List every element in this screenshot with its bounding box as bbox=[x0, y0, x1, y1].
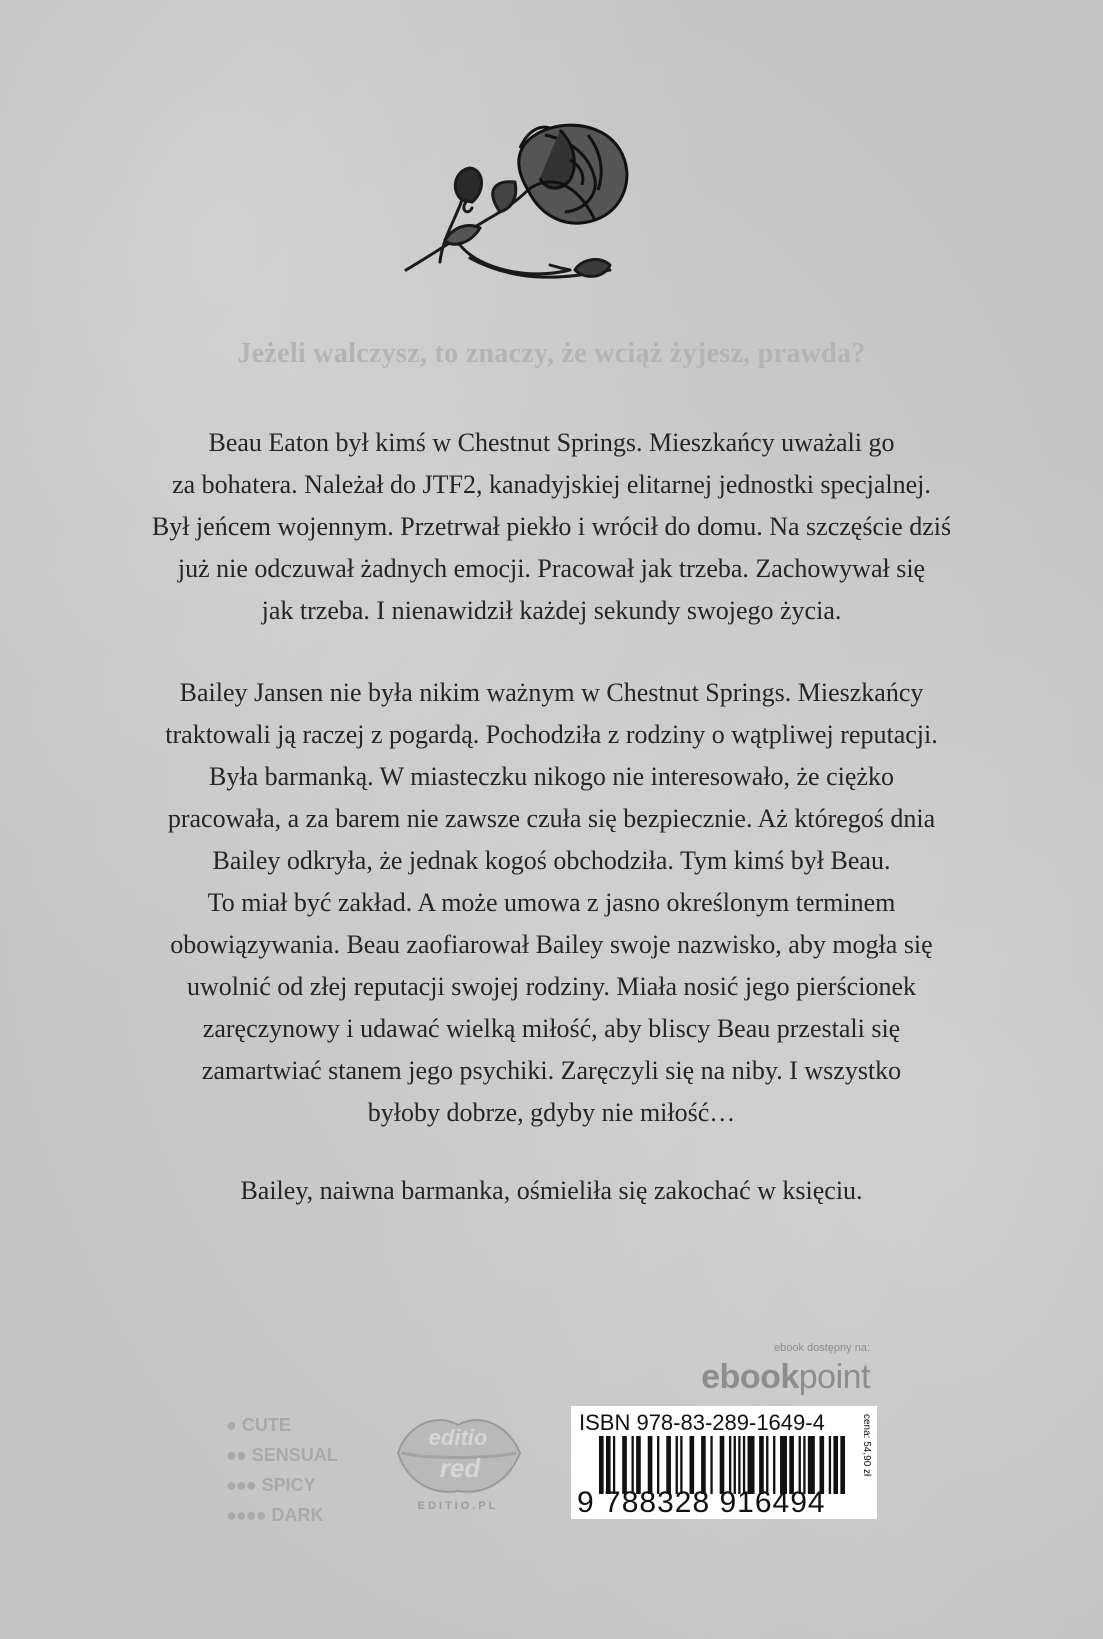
blurb-line: Był jeńcem wojennym. Przetrwał piekło i wrócił do domu. Na szczęście dziś bbox=[151, 512, 952, 541]
barcode-block bbox=[571, 1406, 877, 1519]
ebookpoint-logo-bold: ebook bbox=[701, 1358, 799, 1396]
blurb-line: jak trzeba. I nienawidził każdej sekundy swojego życia. bbox=[261, 596, 842, 625]
blurb-paragraph-2 bbox=[60, 672, 1043, 1134]
rose-illustration bbox=[400, 120, 700, 300]
publisher-logo-text: editio bbox=[428, 1425, 488, 1450]
publisher-logo-text: red bbox=[439, 1453, 481, 1483]
ebookpoint-logo bbox=[620, 1358, 870, 1397]
heat-row-cute bbox=[226, 1410, 338, 1440]
blurb-line: To miał być zakład. A może umowa z jasno określonym terminem bbox=[207, 888, 896, 917]
blurb-paragraph-3 bbox=[60, 1170, 1043, 1212]
ebook-note: ebook dostępny na: bbox=[773, 1342, 870, 1354]
heat-label: SPICY bbox=[261, 1475, 316, 1495]
editio-red-logo bbox=[388, 1403, 528, 1513]
blurb-line: pracowała, a za barem nie zawsze czuła się bezpiecznie. Aż któregoś dnia bbox=[167, 804, 936, 833]
heat-dots-icon: ● bbox=[226, 1415, 236, 1435]
heat-row-sensual bbox=[226, 1440, 338, 1470]
heat-dots-icon: ●●●● bbox=[226, 1505, 266, 1525]
blurb-paragraph-1 bbox=[60, 422, 1043, 632]
blurb-line: uwolnić od złej reputacji swojej rodziny. Miała nosić jego pierścionek bbox=[187, 972, 916, 1001]
ean-digits: 9 788328 916494 bbox=[577, 1486, 826, 1519]
heat-scale bbox=[226, 1410, 338, 1530]
blurb-line: obowiązywania. Beau zaofiarował Bailey swoje nazwisko, aby mogła się bbox=[170, 930, 933, 959]
heat-label: SENSUAL bbox=[251, 1445, 338, 1465]
blurb-line: byłoby dobrze, gdyby nie miłość… bbox=[367, 1098, 736, 1127]
tagline: Jeżeli walczysz, to znaczy, że wciąż żyjesz, prawda? bbox=[237, 338, 866, 369]
blurb-line: Beau Eaton był kimś w Chestnut Springs. Mieszkańcy uważali go bbox=[208, 428, 895, 457]
heat-row-dark bbox=[226, 1500, 338, 1530]
isbn-number: ISBN 978-83-289-1649-4 bbox=[579, 1410, 825, 1435]
barcode-bar bbox=[829, 1436, 831, 1494]
blurb-line: zaręczynowy i udawać wielką miłość, aby bliscy Beau przestali się bbox=[202, 1014, 901, 1043]
blurb-line: Bailey odkryła, że jednak kogoś obchodziła. Tym kimś był Beau. bbox=[212, 846, 891, 875]
blurb-line: zamartwiać stanem jego psychiki. Zaręczyli się na niby. I wszystko bbox=[201, 1056, 902, 1085]
blurb-line: Bailey Jansen nie była nikim ważnym w Chestnut Springs. Mieszkańcy bbox=[179, 678, 924, 707]
heat-label: DARK bbox=[271, 1505, 324, 1525]
heat-dots-icon: ●● bbox=[226, 1445, 246, 1465]
price-label: cena: 54,90 zł bbox=[861, 1414, 872, 1477]
ebookpoint-logo-light: point bbox=[798, 1358, 870, 1396]
blurb-line: traktowali ją raczej z pogardą. Pochodziła z rodziny o wątpliwej reputacji. bbox=[165, 720, 938, 749]
heat-row-spicy bbox=[226, 1470, 338, 1500]
blurb-line: Była barmanką. W miasteczku nikogo nie interesowało, że ciężko bbox=[209, 762, 894, 791]
barcode-bar bbox=[833, 1436, 838, 1494]
blurb-line: Bailey, naiwna barmanka, ośmieliła się zakochać w księciu. bbox=[240, 1176, 863, 1205]
heat-dots-icon: ●●● bbox=[226, 1475, 256, 1495]
publisher-url: EDITIO.PL bbox=[417, 1500, 499, 1512]
heat-label: CUTE bbox=[241, 1415, 291, 1435]
blurb-line: za bohatera. Należał do JTF2, kanadyjskiej elitarnej jednostki specjalnej. bbox=[172, 470, 931, 499]
blurb-line: już nie odczuwał żadnych emocji. Pracował jak trzeba. Zachowywał się bbox=[177, 554, 926, 583]
barcode-bar bbox=[840, 1436, 845, 1494]
